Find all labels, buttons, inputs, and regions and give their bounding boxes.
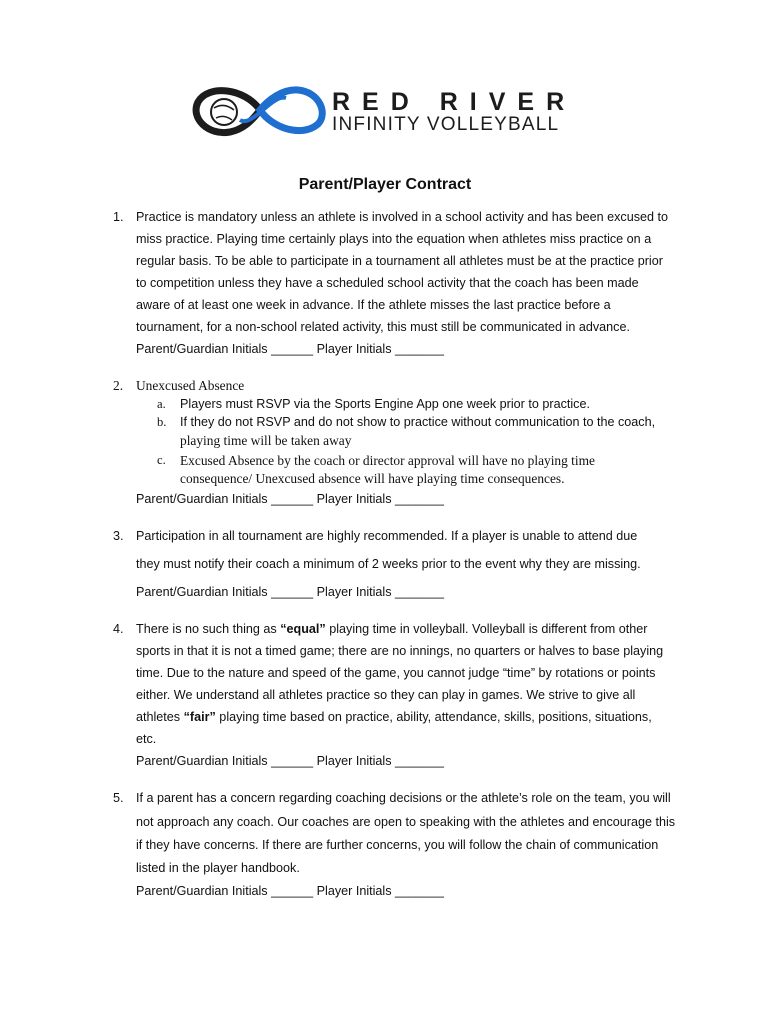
item-text-line: if they have concerns. If there are further concerns, you will follow the chain of communication <box>136 838 659 852</box>
equal-emphasis: “equal” <box>280 622 326 636</box>
logo-name-top: RED RIVER <box>332 88 577 116</box>
item-text-line: Participation in all tournament are highly recommended. If a player is unable to attend due <box>136 529 638 543</box>
item-text-line: listed in the player handbook. <box>136 861 300 875</box>
subitem-text: If they do not RSVP and do not show to practice without communication to the coach, <box>180 415 656 429</box>
item-number: 4. <box>113 622 124 636</box>
item-text-line: There is no such thing as “equal” playing time in volleyball. Volleyball is different from other <box>136 622 648 636</box>
item-text-line: etc. <box>136 732 157 746</box>
infinity-logo-icon <box>190 80 330 140</box>
item-text-line: athletes “fair” playing time based on practice, ability, attendance, skills, positions, situations, <box>136 710 652 724</box>
initials-line: Parent/Guardian Initials ______ Player Initials _______ <box>136 754 445 768</box>
subitem-letter: c. <box>157 453 166 467</box>
item-text-line: sports in that it is not a timed game; there are no innings, no quarters or halves to base playing <box>136 644 664 658</box>
item-number: 3. <box>113 529 124 543</box>
item-heading: Unexcused Absence <box>136 378 245 393</box>
subitem-letter: a. <box>157 397 166 411</box>
item-text-line: Practice is mandatory unless an athlete is involved in a school activity and has been excused to <box>136 210 669 224</box>
item-text-line: tournament, for a non-school related activity, this must still be communicated in advance. <box>136 320 630 334</box>
logo-name-bottom: INFINITY VOLLEYBALL <box>332 114 560 135</box>
item-text-line: to competition unless they have a scheduled school activity that the coach has been made <box>136 276 639 290</box>
item-text-line: If a parent has a concern regarding coaching decisions or the athlete’s role on the team, you will <box>136 791 671 805</box>
item-text-line: miss practice. Playing time certainly plays into the equation when athletes miss practice on a <box>136 232 652 246</box>
document-title: Parent/Player Contract <box>298 176 472 193</box>
item-text-line: aware of at least one week in advance. If the athlete misses the last practice before a <box>136 298 611 312</box>
item-text-line: time. Due to the nature and speed of the game, you cannot judge “time” by rotations or points <box>136 666 656 680</box>
red-river-logo <box>190 80 590 140</box>
initials-line: Parent/Guardian Initials ______ Player Initials _______ <box>136 585 445 599</box>
subitem-letter: b. <box>157 415 167 429</box>
initials-line: Parent/Guardian Initials ______ Player Initials _______ <box>136 342 445 356</box>
item-number: 5. <box>113 791 124 805</box>
initials-line: Parent/Guardian Initials ______ Player Initials _______ <box>136 884 445 898</box>
fair-emphasis: “fair” <box>183 710 216 724</box>
subitem-text: consequence/ Unexcused absence will have playing time consequences. <box>180 471 565 486</box>
item-number: 1. <box>113 210 124 224</box>
subitem-text: Excused Absence by the coach or director approval will have no playing time <box>180 453 595 468</box>
item-text-line: they must notify their coach a minimum of 2 weeks prior to the event why they are missing. <box>136 557 641 571</box>
initials-line: Parent/Guardian Initials ______ Player Initials _______ <box>136 492 445 506</box>
item-text-line: not approach any coach. Our coaches are open to speaking with the athletes and encourage this <box>136 815 676 829</box>
subitem-text: Players must RSVP via the Sports Engine App one week prior to practice. <box>180 397 590 411</box>
subitem-text: playing time will be taken away <box>180 433 352 448</box>
item-number: 2. <box>113 378 124 393</box>
item-text-line: regular basis. To be able to participate in a tournament all athletes must be at the practice prior <box>136 254 663 268</box>
item-text-line: either. We understand all athletes practice so they can play in games. We strive to give all <box>136 688 636 702</box>
